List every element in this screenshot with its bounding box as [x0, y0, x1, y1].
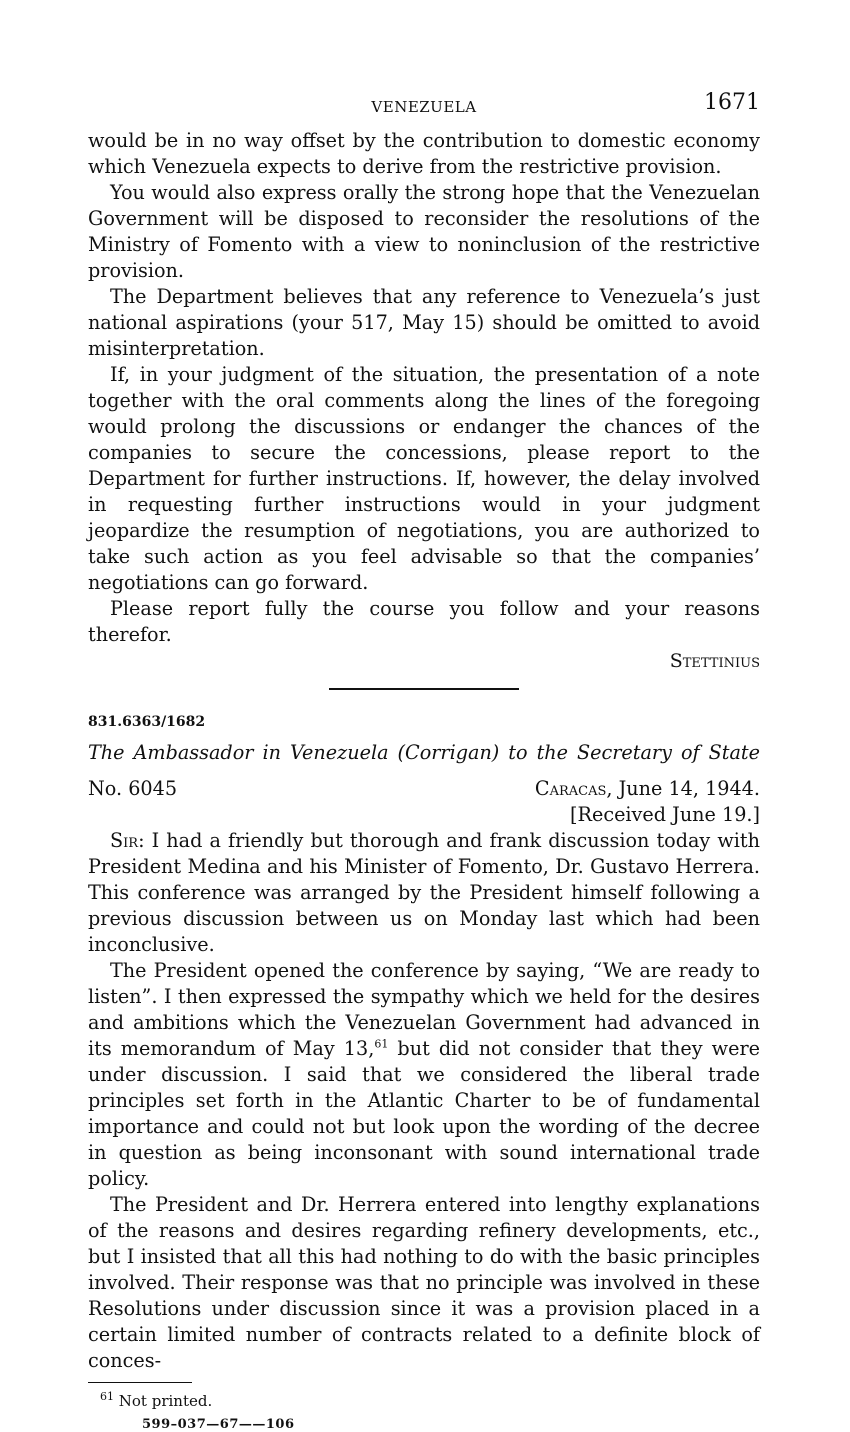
footnote-number: 61	[100, 1390, 114, 1403]
paragraph: You would also express orally the strong hope that the Venezuelan Government will be disposed to reconsider the resolutions of the Ministry of Fomento with a view to noninclusion of the restrictive provision.	[88, 181, 760, 282]
paragraph	[88, 958, 760, 1192]
received-date: [Received June 19.]	[570, 803, 760, 826]
document-meta	[88, 776, 760, 828]
document-title: The Ambassador in Venezuela (Corrigan) to the Secretary of State	[88, 741, 760, 764]
dateline-date: , June 14, 1944.	[606, 777, 760, 800]
footnote	[100, 1391, 760, 1411]
paragraph: If, in your judgment of the situation, the presentation of a note together with the oral comments along the lines of the foregoing would prolong the discussions or endanger the chances of the companies to secure the concessions, please report to the Department for further instructions. If, however, the delay involved in requesting further instructions would in your judgment jeopardize the resumption of negotiations, you are authorized to take such action as you feel advisable so that the companies’ negotiations can go forward.	[88, 363, 760, 594]
document-page	[88, 88, 760, 1432]
file-number: 831.6363/1682	[88, 714, 206, 730]
paragraph-text: : I had a friendly but thorough and frank discussion today with President Medina and his Minister of Fomento, Dr. Gustavo Herrera. This conference was arranged by the President himself following a previous discussion between us on Monday last which had been inconclusive.	[88, 829, 760, 956]
paragraph	[88, 828, 760, 958]
dateline-place: Caracas	[534, 777, 607, 800]
paragraph: The Department believes that any reference to Venezuela’s just national aspirations (your 517, May 15) should be omitted to avoid misinterpretation.	[88, 285, 760, 360]
page-header	[88, 88, 760, 128]
dateline	[535, 776, 760, 802]
footnote-rule	[88, 1382, 192, 1383]
print-code: 599–037—67——106	[142, 1417, 295, 1432]
paragraph-text: but did not consider that they were under discussion. I said that we considered the liberal trade principles set forth in the Atlantic Charter to be of fundamental importance and could not but look upon the wording of the decree in question as being inconsonant with sound international trade policy.	[88, 1037, 760, 1190]
paragraph: would be in no way offset by the contribution to domestic economy which Venezuela expects to derive from the restrictive provision.	[88, 129, 760, 178]
page-number: 1671	[704, 90, 760, 115]
paragraph: The President and Dr. Herrera entered into lengthy explanations of the reasons and desires regarding refinery developments, etc., but I insisted that all this had nothing to do with the basic principles involved. Their response was that no principle was involved in these Resolutions under discussion since it was a provision placed in a certain limited number of contracts related to a definite block of conces-	[88, 1193, 760, 1372]
paragraph: Please report fully the course you follow and your reasons therefor.	[88, 597, 760, 646]
salutation: Sir	[110, 829, 139, 852]
paragraph-text: The President opened the conference by saying, “We are ready to listen”. I then expressed the sympathy which we held for the desires and ambitions which the Venezuelan Government had advanced in its memorandum of May 13,	[88, 959, 760, 1060]
section-divider	[329, 688, 519, 690]
document-number: No. 6045	[88, 777, 178, 800]
footnote-reference: 61	[374, 1037, 389, 1051]
footnote-text: Not printed.	[118, 1392, 213, 1410]
letter-body	[88, 828, 760, 1374]
telegram-body	[88, 128, 760, 674]
signature: Stettinius	[669, 650, 760, 672]
running-head: VENEZUELA	[371, 98, 477, 116]
